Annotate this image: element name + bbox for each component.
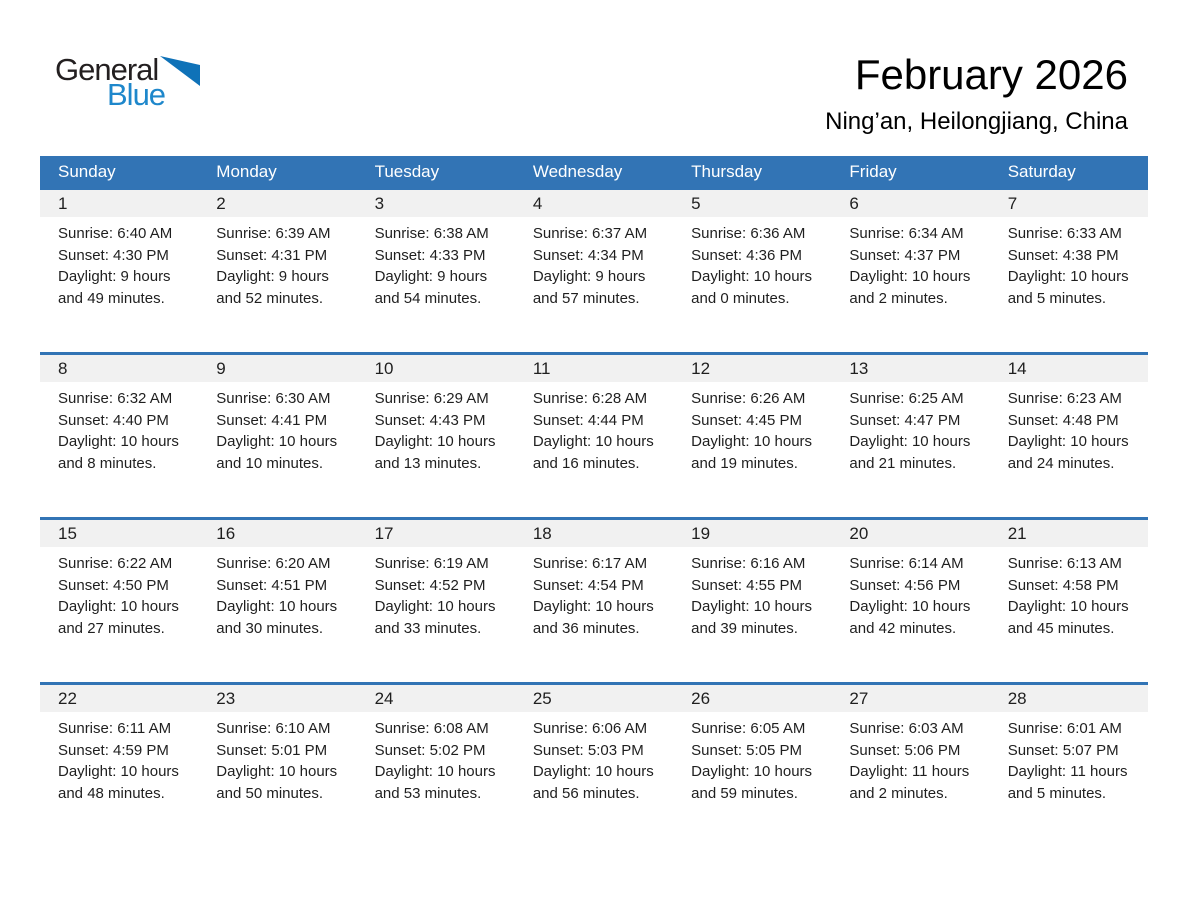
daylight-text: Daylight: 10 hours and 36 minutes. (532, 598, 654, 637)
sunrise-text: Sunrise: 6:34 AM (849, 225, 964, 242)
daylight-text: Daylight: 9 hours and 52 minutes. (216, 268, 329, 307)
day-number: 24 (357, 685, 515, 712)
sunrise-text: Sunrise: 6:08 AM (374, 720, 489, 737)
day-number: 13 (831, 355, 989, 382)
sunset-text: Sunset: 4:41 PM (216, 411, 328, 429)
day-number: 23 (198, 685, 356, 712)
daylight-text: Daylight: 9 hours and 57 minutes. (532, 268, 646, 307)
day-cell (40, 190, 198, 352)
day-number: 28 (990, 685, 1148, 712)
day-cell (357, 685, 515, 847)
sunset-text: Sunset: 4:45 PM (691, 411, 803, 429)
day-number: 17 (357, 520, 515, 547)
day-number: 2 (198, 190, 356, 217)
day-cell (357, 190, 515, 352)
day-number: 1 (40, 190, 198, 217)
day-number: 3 (357, 190, 515, 217)
sunrise-text: Sunrise: 6:14 AM (849, 555, 964, 572)
daylight-text: Daylight: 10 hours and 33 minutes. (374, 598, 496, 637)
sunset-text: Sunset: 5:07 PM (1007, 741, 1119, 759)
day-cell (990, 355, 1148, 517)
day-cell (990, 190, 1148, 352)
sunrise-text: Sunrise: 6:03 AM (849, 720, 964, 737)
generalblue-logo (55, 54, 200, 110)
sunset-text: Sunset: 4:48 PM (1007, 411, 1119, 429)
day-cell (673, 520, 831, 682)
daylight-text: Daylight: 10 hours and 48 minutes. (58, 763, 179, 802)
daylight-text: Daylight: 11 hours and 2 minutes. (849, 763, 970, 802)
daylight-text: Daylight: 10 hours and 8 minutes. (58, 433, 179, 472)
day-cell (515, 190, 673, 352)
sunrise-text: Sunrise: 6:26 AM (691, 390, 806, 407)
daylight-text: Daylight: 10 hours and 10 minutes. (216, 433, 338, 472)
daylight-text: Daylight: 9 hours and 54 minutes. (374, 268, 488, 307)
day-cell (198, 190, 356, 352)
day-number: 15 (40, 520, 198, 547)
sunrise-text: Sunrise: 6:40 AM (58, 225, 173, 242)
sunrise-text: Sunrise: 6:06 AM (532, 720, 648, 737)
sunset-text: Sunset: 4:56 PM (849, 576, 961, 594)
sunset-text: Sunset: 5:06 PM (849, 741, 961, 759)
day-cell (673, 685, 831, 847)
day-number: 26 (673, 685, 831, 712)
sunrise-text: Sunrise: 6:33 AM (1007, 225, 1122, 242)
sunset-text: Sunset: 4:34 PM (532, 246, 644, 264)
day-number: 27 (831, 685, 989, 712)
week-row-3 (40, 517, 1148, 682)
day-number: 19 (673, 520, 831, 547)
sunrise-text: Sunrise: 6:13 AM (1007, 555, 1122, 572)
daylight-text: Daylight: 10 hours and 39 minutes. (691, 598, 813, 637)
day-cell (198, 520, 356, 682)
day-cell (40, 520, 198, 682)
weekday-header-monday: Monday (216, 162, 277, 181)
week-row-1 (40, 187, 1148, 352)
day-cell (831, 190, 989, 352)
logo-text-blue: Blue (107, 77, 166, 112)
day-number: 4 (515, 190, 673, 217)
sunrise-text: Sunrise: 6:19 AM (374, 555, 489, 572)
sunset-text: Sunset: 4:55 PM (691, 576, 803, 594)
weekday-header-sunday: Sunday (58, 162, 116, 181)
daylight-text: Daylight: 10 hours and 0 minutes. (691, 268, 813, 307)
calendar-table (40, 156, 1148, 847)
day-cell (40, 685, 198, 847)
sunset-text: Sunset: 5:03 PM (532, 741, 644, 759)
weekday-header-wednesday: Wednesday (532, 162, 623, 181)
daylight-text: Daylight: 10 hours and 5 minutes. (1007, 268, 1129, 307)
sunset-text: Sunset: 4:43 PM (374, 411, 486, 429)
day-cell (673, 355, 831, 517)
daylight-text: Daylight: 11 hours and 5 minutes. (1007, 763, 1128, 802)
sunset-text: Sunset: 5:02 PM (374, 741, 486, 759)
day-cell (515, 355, 673, 517)
page-title: February 2026 (854, 51, 1128, 98)
sunrise-text: Sunrise: 6:29 AM (374, 390, 489, 407)
daylight-text: Daylight: 10 hours and 45 minutes. (1007, 598, 1129, 637)
weekday-header-tuesday: Tuesday (374, 162, 440, 181)
day-number: 5 (673, 190, 831, 217)
day-cell (357, 355, 515, 517)
sunset-text: Sunset: 4:37 PM (849, 246, 961, 264)
sunrise-text: Sunrise: 6:05 AM (691, 720, 806, 737)
sunset-text: Sunset: 5:01 PM (216, 741, 328, 759)
sunrise-text: Sunrise: 6:28 AM (532, 390, 648, 407)
sunrise-text: Sunrise: 6:30 AM (216, 390, 331, 407)
sunset-text: Sunset: 4:44 PM (532, 411, 644, 429)
sunrise-text: Sunrise: 6:10 AM (216, 720, 331, 737)
sunset-text: Sunset: 4:59 PM (58, 741, 169, 759)
day-number: 12 (673, 355, 831, 382)
day-number: 11 (515, 355, 673, 382)
day-number: 18 (515, 520, 673, 547)
day-cell (831, 685, 989, 847)
week-row-2 (40, 352, 1148, 517)
day-cell (198, 685, 356, 847)
sunset-text: Sunset: 4:40 PM (58, 411, 169, 429)
day-number: 22 (40, 685, 198, 712)
sunrise-text: Sunrise: 6:20 AM (216, 555, 331, 572)
daylight-text: Daylight: 10 hours and 21 minutes. (849, 433, 971, 472)
daylight-text: Daylight: 10 hours and 42 minutes. (849, 598, 971, 637)
sunset-text: Sunset: 4:47 PM (849, 411, 961, 429)
sunrise-text: Sunrise: 6:32 AM (58, 390, 173, 407)
page-header (0, 0, 1188, 134)
sunrise-text: Sunrise: 6:38 AM (374, 225, 489, 242)
sunset-text: Sunset: 4:33 PM (374, 246, 486, 264)
day-cell (515, 685, 673, 847)
day-cell (40, 355, 198, 517)
day-cell (831, 520, 989, 682)
day-number: 20 (831, 520, 989, 547)
sunrise-text: Sunrise: 6:37 AM (532, 225, 648, 242)
daylight-text: Daylight: 10 hours and 19 minutes. (691, 433, 813, 472)
daylight-text: Daylight: 10 hours and 50 minutes. (216, 763, 338, 802)
daylight-text: Daylight: 10 hours and 59 minutes. (691, 763, 813, 802)
sunset-text: Sunset: 4:58 PM (1007, 576, 1119, 594)
daylight-text: Daylight: 10 hours and 24 minutes. (1007, 433, 1129, 472)
day-number: 16 (198, 520, 356, 547)
sunset-text: Sunset: 4:52 PM (374, 576, 486, 594)
sunset-text: Sunset: 4:36 PM (691, 246, 803, 264)
day-number: 6 (831, 190, 989, 217)
sunrise-text: Sunrise: 6:22 AM (58, 555, 173, 572)
sunrise-text: Sunrise: 6:11 AM (58, 720, 172, 737)
sunrise-text: Sunrise: 6:23 AM (1007, 390, 1122, 407)
sunset-text: Sunset: 4:50 PM (58, 576, 169, 594)
daylight-text: Daylight: 10 hours and 2 minutes. (849, 268, 971, 307)
daylight-text: Daylight: 10 hours and 27 minutes. (58, 598, 179, 637)
weekday-header-saturday: Saturday (1007, 162, 1076, 181)
day-cell (515, 520, 673, 682)
sunset-text: Sunset: 4:38 PM (1007, 246, 1119, 264)
daylight-text: Daylight: 10 hours and 16 minutes. (532, 433, 654, 472)
day-number: 9 (198, 355, 356, 382)
daylight-text: Daylight: 10 hours and 53 minutes. (374, 763, 496, 802)
day-number: 7 (990, 190, 1148, 217)
sunrise-text: Sunrise: 6:16 AM (691, 555, 806, 572)
sunset-text: Sunset: 4:30 PM (58, 246, 169, 264)
daylight-text: Daylight: 10 hours and 56 minutes. (532, 763, 654, 802)
sunrise-text: Sunrise: 6:39 AM (216, 225, 331, 242)
day-cell (990, 520, 1148, 682)
day-cell (357, 520, 515, 682)
sunrise-text: Sunrise: 6:01 AM (1007, 720, 1122, 737)
sunrise-text: Sunrise: 6:36 AM (691, 225, 806, 242)
day-cell (990, 685, 1148, 847)
day-cell (673, 190, 831, 352)
daylight-text: Daylight: 10 hours and 30 minutes. (216, 598, 338, 637)
daylight-text: Daylight: 10 hours and 13 minutes. (374, 433, 496, 472)
day-cell (831, 355, 989, 517)
sunrise-text: Sunrise: 6:25 AM (849, 390, 964, 407)
weekday-header-row (40, 156, 1148, 187)
day-number: 21 (990, 520, 1148, 547)
day-number: 10 (357, 355, 515, 382)
sunset-text: Sunset: 5:05 PM (691, 741, 803, 759)
sunrise-text: Sunrise: 6:17 AM (532, 555, 648, 572)
page-subtitle: Ning’an, Heilongjiang, China (825, 108, 1128, 135)
day-number: 25 (515, 685, 673, 712)
sunset-text: Sunset: 4:54 PM (532, 576, 644, 594)
week-row-4 (40, 682, 1148, 847)
day-cell (198, 355, 356, 517)
weekday-header-friday: Friday (849, 162, 897, 181)
day-number: 14 (990, 355, 1148, 382)
sunset-text: Sunset: 4:51 PM (216, 576, 328, 594)
daylight-text: Daylight: 9 hours and 49 minutes. (58, 268, 171, 307)
logo-text-general: General (55, 52, 159, 87)
sunset-text: Sunset: 4:31 PM (216, 246, 328, 264)
day-number: 8 (40, 355, 198, 382)
weekday-header-thursday: Thursday (691, 162, 763, 181)
logo-triangle-icon (160, 56, 200, 86)
